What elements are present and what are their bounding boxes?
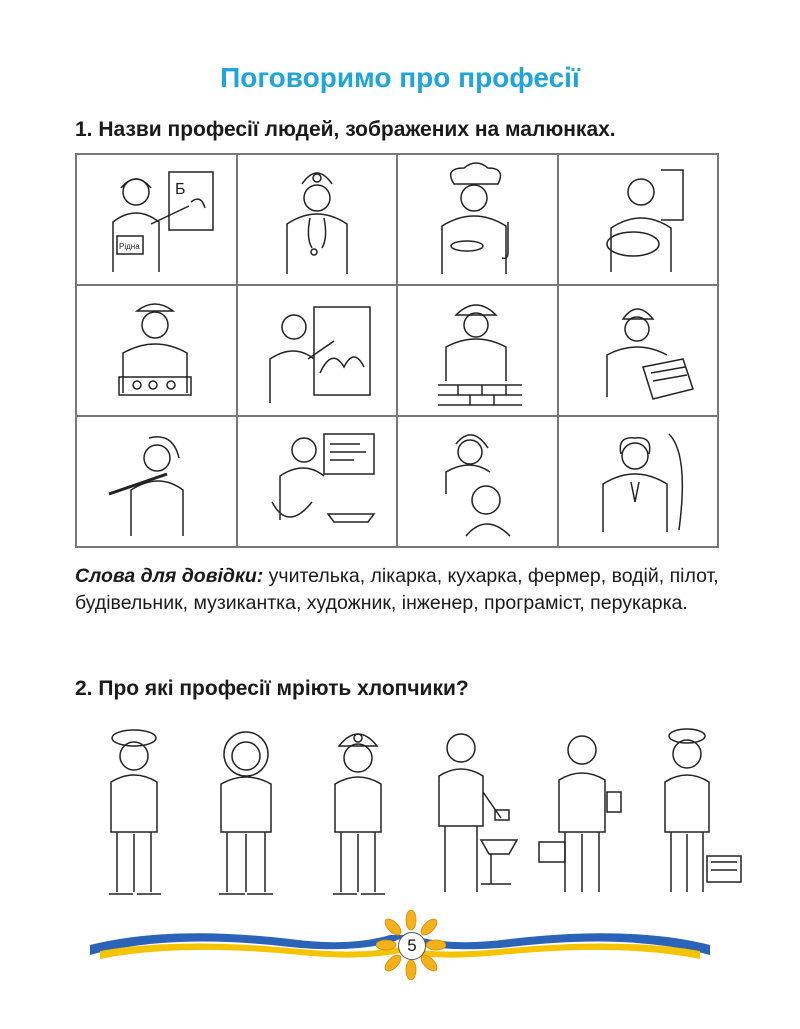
teacher-icon: [91, 162, 221, 278]
picture-cell: [76, 285, 237, 416]
picture-cell: [237, 416, 398, 547]
picture-cell: [558, 416, 719, 547]
picture-cell: [237, 285, 398, 416]
policeman-icon: [85, 722, 183, 902]
reference-label: Слова для довідки:: [75, 565, 264, 587]
businessman-icon: [533, 722, 631, 902]
task-2-heading: 2. Про які професії мріють хлопчики?: [75, 677, 469, 700]
engineer-icon: [573, 293, 703, 409]
miner-icon: [309, 722, 407, 902]
pilot-icon: [573, 424, 703, 540]
picture-cell: [76, 154, 237, 285]
picture-cell: [397, 154, 558, 285]
cook-icon: [412, 162, 542, 278]
pictures-grid: [75, 153, 719, 548]
driver-icon: [573, 162, 703, 278]
picture-cell: [558, 154, 719, 285]
painter-icon: [252, 293, 382, 409]
page-number: 5: [398, 932, 426, 960]
astronaut-icon: [197, 722, 295, 902]
hairdresser-icon: [412, 424, 542, 540]
reference-words: [75, 563, 735, 617]
svg-text:Б: Б: [175, 180, 186, 198]
picture-cell: [558, 285, 719, 416]
picture-cell: [397, 416, 558, 547]
page-title: Поговоримо про професії: [220, 62, 580, 93]
book-label: Рідна: [119, 241, 140, 251]
boys-illustration: [85, 722, 745, 902]
programmer-icon: [252, 424, 382, 540]
farmer-icon: [91, 293, 221, 409]
musician-icon: [91, 424, 221, 540]
picture-cell: [76, 416, 237, 547]
builder-icon: [412, 293, 542, 409]
reference-list: учителька, лікарка, кухарка, фермер, водій, пілот, будівельник, музикантка, художник, інженер, програміст, перукарка.: [75, 565, 719, 614]
picture-cell: [397, 285, 558, 416]
railwayman-icon: [645, 722, 743, 902]
task-1-heading: 1. Назви професії людей, зображених на малюнках.: [75, 118, 616, 141]
doctor-icon: [252, 162, 382, 278]
picture-cell: [237, 154, 398, 285]
blacksmith-icon: [421, 722, 519, 902]
